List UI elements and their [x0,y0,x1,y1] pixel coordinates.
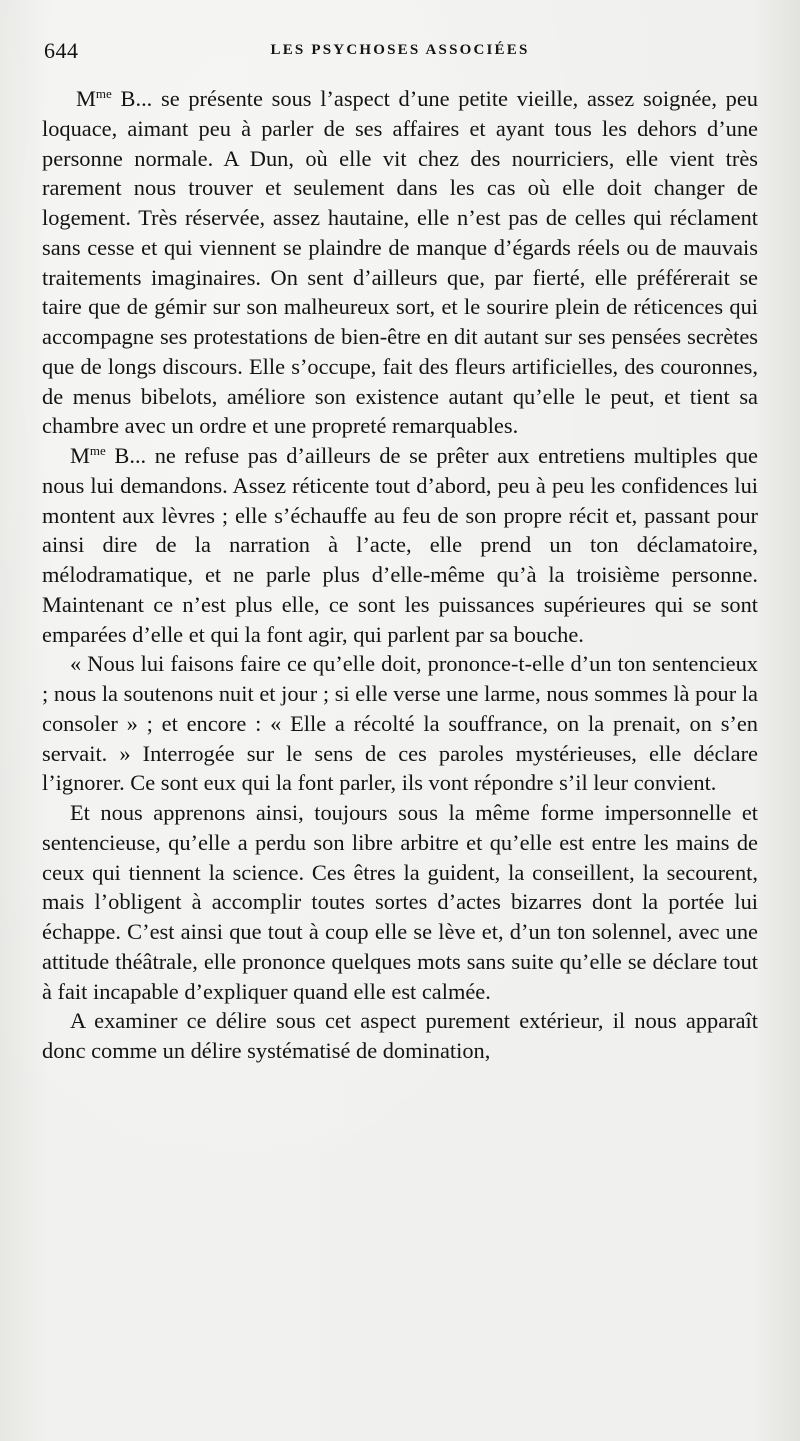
paragraph-text: A examiner ce délire sous cet aspect purement extérieur, il nous apparaît donc comme un délire systématisé de domination, [42,1008,758,1063]
paragraph [42,1006,758,1066]
paragraph-text: « Nous lui faisons faire ce qu’elle doit, prononce-t-elle d’un ton sentencieux ; nous la soutenons nuit et jour ; si elle verse une larme, nous sommes là pour la consoler » ; et encore : « Elle a récolté la souffrance, on la prenait, on s’en servait. » Interrogée sur le sens de ces paroles mystérieuses, elle déclare l’ignorer. Ce sont eux qui la font parler, ils vont répondre s’il leur convient. [42,651,758,796]
title-abbreviation: M [70,443,90,468]
page-number: 644 [44,38,79,63]
paragraph-text: B... ne refuse pas d’ailleurs de se prêter aux entretiens multiples que nous lui demandons. Assez réticente tout d’abord, peu à peu les confidences lui montent aux lèvres ; elle s’échauffe au feu de son propre récit et, passant pour ainsi dire de la narration à l’acte, elle prend un ton déclamatoire, mélodramatique, et ne parle plus d’elle-même qu’à la troisième personne. Maintenant ce n’est plus elle, ce sont les puissances supérieures qui se sont emparées d’elle et qui la font agir, qui parlent par sa bouche. [42,443,758,647]
body-text [42,84,758,1066]
title-abbreviation: M [76,86,96,111]
title-abbreviation-superscript: me [89,443,106,458]
title-abbreviation-superscript: me [95,86,112,101]
paragraph-text: B... se présente sous l’aspect d’une petite vieille, assez soignée, peu loquace, aimant peu à parler de ses affaires et ayant tous les dehors d’une personne normale. A Dun, où elle vit chez des nourriciers, elle vient très rarement nous trouver et seulement dans les cas où elle doit changer de logement. Très réservée, assez hautaine, elle n’est pas de celles qui réclament sans cesse et qui viennent se plaindre de manque d’égards réels ou de mauvais traitements imaginaires. On sent d’ailleurs que, par fierté, elle préférerait se taire que de gémir sur son malheureux sort, et le sourire plein de réticences qui accompagne ses protestations de bien-être en dit autant sur ses pensées secrètes que de longs discours. Elle s’occupe, fait des fleurs artificielles, des couronnes, de menus bibelots, améliore son existence autant qu’elle le peut, et tient sa chambre avec un ordre et une propreté remarquables. [42,86,758,439]
paragraph [42,798,758,1006]
running-title: LES PSYCHOSES ASSOCIÉES [270,42,530,58]
paragraph [42,649,758,798]
paragraph [42,84,758,441]
paragraph-text: Et nous apprenons ainsi, toujours sous la même forme impersonnelle et sentencieuse, qu’elle a perdu son libre arbitre et qu’elle est entre les mains de ceux qui tiennent la science. Ces êtres la guident, la conseillent, la secourent, mais l’obligent à accomplir toutes sortes d’actes bizarres dont la portée lui échappe. C’est ainsi que tout à coup elle se lève et, d’un ton solennel, avec une attitude théâtrale, elle prononce quelques mots sans suite qu’elle se déclare tout à fait incapable d’expliquer quand elle est calmée. [42,800,758,1004]
running-header [44,38,756,68]
paragraph [42,441,758,649]
